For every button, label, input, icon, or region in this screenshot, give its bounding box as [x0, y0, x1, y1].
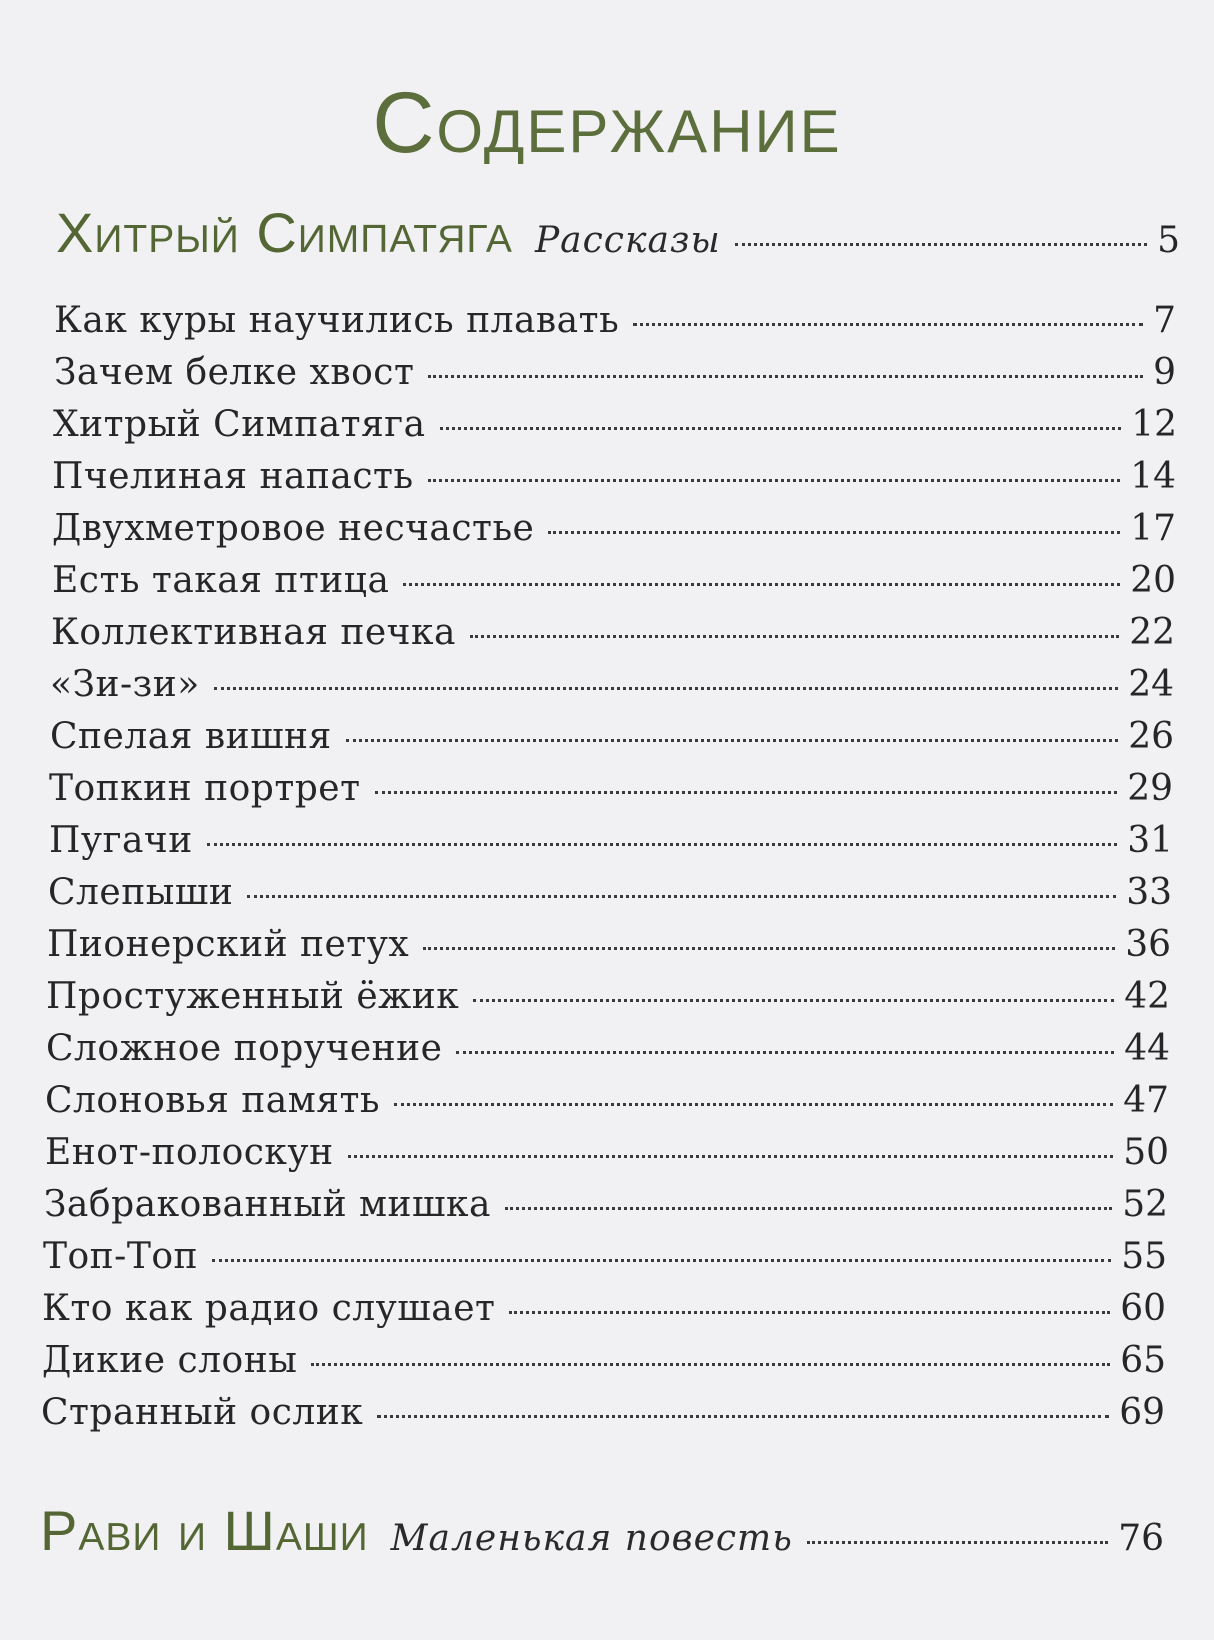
entry-title: Зачем белке хвост [54, 352, 415, 393]
page-number: 76 [1118, 1518, 1164, 1559]
toc-entry[interactable] [41, 1392, 1165, 1442]
dot-leader [403, 583, 1120, 586]
section-header[interactable] [56, 200, 1180, 264]
page-number: 29 [1127, 768, 1173, 809]
dot-leader [440, 427, 1122, 430]
toc-entry[interactable] [42, 1340, 1166, 1390]
page-number: 20 [1130, 560, 1176, 601]
dot-leader [212, 1259, 1111, 1262]
dot-leader [548, 531, 1120, 534]
entry-title: Пчелиная напасть [52, 456, 414, 497]
page-number: 42 [1124, 976, 1170, 1017]
dot-leader [473, 999, 1114, 1002]
entry-title: Слепыши [48, 872, 234, 913]
entry-title: Странный ослик [41, 1392, 364, 1433]
entry-title: Енот-полоскун [45, 1132, 334, 1173]
page-number: 17 [1130, 508, 1176, 549]
toc-entry[interactable] [43, 1236, 1167, 1286]
toc-entry[interactable] [50, 716, 1174, 766]
page-number: 5 [1157, 220, 1180, 261]
toc-entry[interactable] [50, 664, 1174, 714]
page-number: 55 [1121, 1236, 1167, 1277]
page-number: 52 [1122, 1184, 1168, 1225]
page-number: 60 [1120, 1288, 1166, 1329]
dot-leader [735, 243, 1147, 246]
toc-entry[interactable] [52, 456, 1176, 506]
page-number: 31 [1127, 820, 1173, 861]
dot-leader [311, 1363, 1110, 1366]
toc-entry[interactable] [51, 612, 1175, 662]
page-number: 36 [1125, 924, 1171, 965]
entry-title: Как куры научились плавать [54, 300, 620, 341]
dot-leader [428, 479, 1121, 482]
page-number: 69 [1119, 1392, 1165, 1433]
section-title: Рави и Шаши [40, 1499, 369, 1562]
page-number: 24 [1128, 664, 1174, 705]
section-subtitle: Маленькая повесть [390, 1518, 793, 1559]
entry-title: Хитрый Симпатяга [53, 404, 426, 445]
entry-title: Сложное поручение [46, 1028, 443, 1069]
page-number: 50 [1123, 1132, 1169, 1173]
dot-leader [207, 843, 1117, 846]
toc-entry[interactable] [52, 560, 1176, 610]
toc-entry[interactable] [46, 976, 1170, 1026]
page-number: 9 [1153, 352, 1176, 393]
entry-title: Есть такая птица [52, 560, 390, 601]
dot-leader [456, 1051, 1114, 1054]
toc-entry[interactable] [48, 872, 1172, 922]
toc-entry[interactable] [45, 1132, 1169, 1182]
dot-leader [394, 1103, 1113, 1106]
page-number: 33 [1126, 872, 1172, 913]
section-title: Хитрый Симпатяга [56, 201, 513, 264]
dot-leader [346, 739, 1118, 742]
toc-entry[interactable] [44, 1184, 1168, 1234]
page-number: 26 [1128, 716, 1174, 757]
dot-leader [375, 791, 1118, 794]
dot-leader [214, 687, 1118, 690]
entry-title: «Зи-зи» [50, 664, 200, 705]
dot-leader [247, 895, 1116, 898]
section-header[interactable] [40, 1498, 1164, 1562]
entry-title: Забракованный мишка [44, 1184, 491, 1225]
toc-entry[interactable] [54, 352, 1176, 402]
section-subtitle: Рассказы [534, 220, 721, 261]
dot-leader [348, 1155, 1114, 1158]
toc-entry[interactable] [46, 1028, 1170, 1078]
toc-entry[interactable] [49, 820, 1173, 870]
toc-entry[interactable] [42, 1288, 1166, 1338]
toc-entry[interactable] [49, 768, 1173, 818]
entry-title: Простуженный ёжик [46, 976, 460, 1017]
dot-leader [423, 947, 1115, 950]
toc-entry[interactable] [45, 1080, 1169, 1130]
page-number: 12 [1131, 404, 1177, 445]
entry-title: Топкин портрет [49, 768, 361, 809]
page-number: 65 [1120, 1340, 1166, 1381]
entry-title: Пугачи [49, 820, 193, 861]
page-title: Содержание [372, 74, 842, 171]
dot-leader [505, 1207, 1112, 1210]
dot-leader [470, 635, 1119, 638]
entry-title: Коллективная печка [51, 612, 456, 653]
entry-title: Слоновья память [45, 1080, 380, 1121]
dot-leader [428, 375, 1143, 378]
entry-title: Кто как радио слушает [42, 1288, 496, 1329]
entry-title: Пионерский петух [47, 924, 410, 965]
dot-leader [633, 323, 1143, 326]
dot-leader [807, 1541, 1108, 1544]
toc-entry[interactable] [47, 924, 1171, 974]
toc-entry[interactable] [53, 404, 1177, 454]
toc-entry[interactable] [54, 300, 1176, 350]
page-number: 7 [1153, 300, 1176, 341]
page-number: 22 [1129, 612, 1175, 653]
page-number: 14 [1130, 456, 1176, 497]
entry-title: Топ-Топ [43, 1236, 199, 1277]
toc-entry[interactable] [52, 508, 1176, 558]
entry-title: Дикие слоны [42, 1340, 298, 1381]
dot-leader [509, 1311, 1110, 1314]
entry-title: Двухметровое несчастье [52, 508, 535, 549]
page-number: 44 [1124, 1028, 1170, 1069]
entry-title: Спелая вишня [50, 716, 332, 757]
page-number: 47 [1123, 1080, 1169, 1121]
dot-leader [377, 1415, 1109, 1418]
